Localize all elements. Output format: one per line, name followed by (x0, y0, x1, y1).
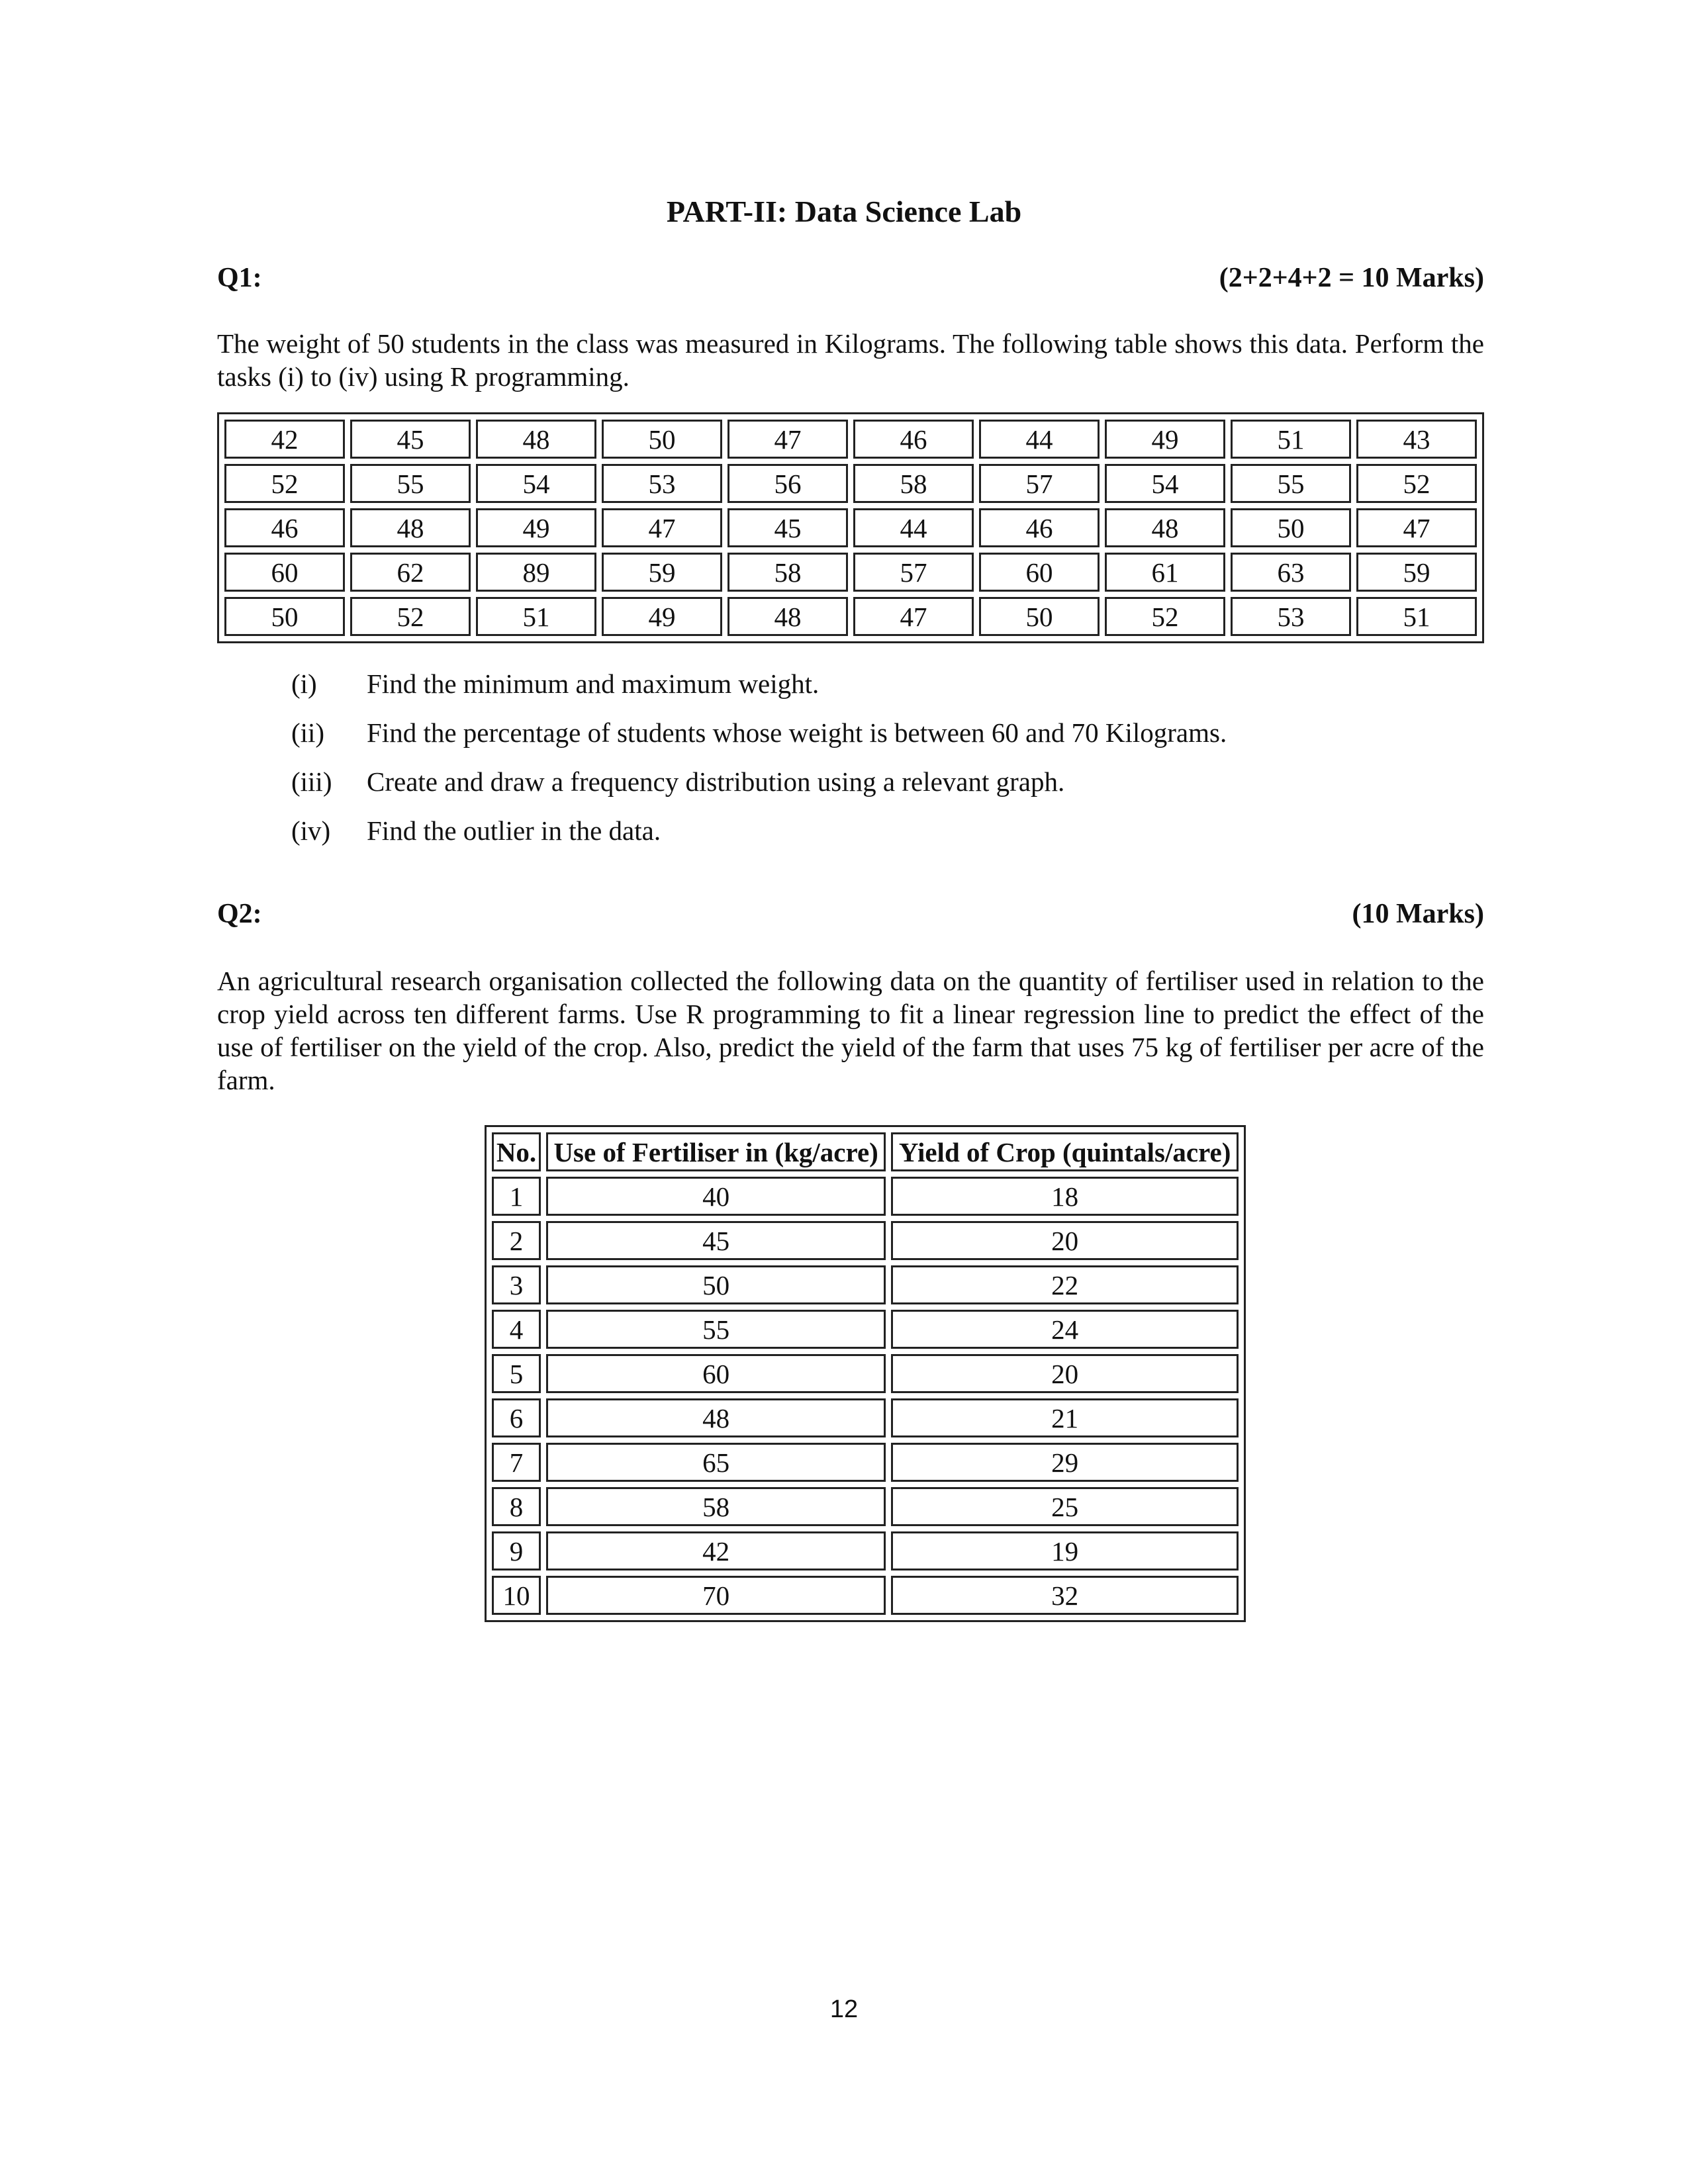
q1-intro: The weight of 50 students in the class was measured in Kilograms. The following table shows this data. Perform the tasks (i) to (iv) using R programming. (217, 328, 1484, 392)
q1-header (217, 261, 1484, 295)
weight-cell: 50 (979, 597, 1100, 636)
yield-cell: 25 (891, 1487, 1239, 1526)
weight-cell: 43 (1356, 420, 1477, 459)
row-number-cell: 2 (492, 1221, 541, 1260)
weight-cell: 60 (224, 553, 345, 592)
yield-cell: 18 (891, 1177, 1239, 1216)
weight-cell: 48 (1105, 508, 1225, 547)
weight-cell: 56 (727, 464, 848, 503)
weight-cell: 46 (853, 420, 974, 459)
weight-cell: 57 (979, 464, 1100, 503)
task-number: (ii) (291, 717, 325, 748)
weight-cell: 48 (350, 508, 471, 547)
table-row (492, 1576, 1239, 1615)
fertiliser-cell: 45 (546, 1221, 886, 1260)
column-header-yield: Yield of Crop (quintals/acre) (891, 1132, 1239, 1171)
weight-cell: 49 (1105, 420, 1225, 459)
weight-cell: 47 (853, 597, 974, 636)
table-row (492, 1398, 1239, 1437)
fertiliser-cell: 50 (546, 1265, 886, 1304)
page-number: 12 (829, 1995, 859, 2023)
weights-row (224, 464, 1477, 503)
weights-row (224, 420, 1477, 459)
weight-cell: 50 (602, 420, 722, 459)
row-number-cell: 8 (492, 1487, 541, 1526)
fertiliser-table (485, 1125, 1246, 1622)
weight-cell: 55 (1231, 464, 1351, 503)
table-row (492, 1354, 1239, 1393)
column-header-no: No. (492, 1132, 541, 1171)
task-number: (i) (291, 668, 317, 699)
weight-cell: 89 (476, 553, 596, 592)
fertiliser-table-header (492, 1132, 1239, 1171)
weight-cell: 47 (727, 420, 848, 459)
task-text: Find the minimum and maximum weight. (367, 668, 820, 699)
weight-cell: 62 (350, 553, 471, 592)
weight-cell: 52 (350, 597, 471, 636)
weight-cell: 49 (476, 508, 596, 547)
weight-cell: 51 (1231, 420, 1351, 459)
task-text: Find the outlier in the data. (367, 815, 661, 846)
weights-row (224, 553, 1477, 592)
weight-cell: 49 (602, 597, 722, 636)
yield-cell: 20 (891, 1354, 1239, 1393)
weight-cell: 48 (476, 420, 596, 459)
table-row (492, 1443, 1239, 1482)
row-number-cell: 1 (492, 1177, 541, 1216)
fertiliser-cell: 65 (546, 1443, 886, 1482)
weight-cell: 59 (602, 553, 722, 592)
q2-header (217, 897, 1484, 931)
fertiliser-cell: 40 (546, 1177, 886, 1216)
row-number-cell: 6 (492, 1398, 541, 1437)
q1-marks: (2+2+4+2 = 10 Marks) (1219, 263, 1484, 293)
weight-cell: 58 (853, 464, 974, 503)
weight-cell: 50 (224, 597, 345, 636)
weight-cell: 57 (853, 553, 974, 592)
weight-cell: 45 (727, 508, 848, 547)
fertiliser-cell: 55 (546, 1310, 886, 1349)
row-number-cell: 4 (492, 1310, 541, 1349)
page-title: PART-II: Data Science Lab (666, 195, 1022, 228)
weight-cell: 48 (727, 597, 848, 636)
weight-cell: 47 (602, 508, 722, 547)
weight-cell: 44 (979, 420, 1100, 459)
weight-cell: 51 (1356, 597, 1477, 636)
weights-row (224, 597, 1477, 636)
yield-cell: 24 (891, 1310, 1239, 1349)
weight-cell: 52 (1356, 464, 1477, 503)
q2-intro: An agricultural research organisation collected the following data on the quantity of fertiliser used in relation to the crop yield across ten different farms. Use R programming to fit a linear regression line to predict the effect of the use of fertiliser on the yield of the crop. Also, predict the yield of the farm that uses 75 kg of fertiliser per acre of the farm. (217, 966, 1484, 1095)
row-number-cell: 9 (492, 1531, 541, 1570)
yield-cell: 20 (891, 1221, 1239, 1260)
fertiliser-cell: 42 (546, 1531, 886, 1570)
fertiliser-cell: 70 (546, 1576, 886, 1615)
table-row (492, 1531, 1239, 1570)
fertiliser-cell: 48 (546, 1398, 886, 1437)
row-number-cell: 7 (492, 1443, 541, 1482)
yield-cell: 21 (891, 1398, 1239, 1437)
q1-label: Q1: (217, 263, 262, 293)
weight-cell: 53 (1231, 597, 1351, 636)
yield-cell: 19 (891, 1531, 1239, 1570)
weight-cell: 46 (979, 508, 1100, 547)
weights-table (217, 412, 1484, 643)
weight-cell: 63 (1231, 553, 1351, 592)
q2-label: Q2: (217, 899, 262, 929)
weight-cell: 52 (224, 464, 345, 503)
weight-cell: 55 (350, 464, 471, 503)
weight-cell: 53 (602, 464, 722, 503)
weight-cell: 45 (350, 420, 471, 459)
weight-cell: 61 (1105, 553, 1225, 592)
table-row (492, 1310, 1239, 1349)
task-text: Create and draw a frequency distribution using a relevant graph. (367, 766, 1065, 797)
yield-cell: 22 (891, 1265, 1239, 1304)
weights-row (224, 508, 1477, 547)
weight-cell: 59 (1356, 553, 1477, 592)
yield-cell: 29 (891, 1443, 1239, 1482)
q2-marks: (10 Marks) (1352, 899, 1484, 929)
weight-cell: 54 (476, 464, 596, 503)
table-row (492, 1265, 1239, 1304)
task-number: (iv) (291, 815, 331, 846)
weight-cell: 47 (1356, 508, 1477, 547)
weight-cell: 51 (476, 597, 596, 636)
yield-cell: 32 (891, 1576, 1239, 1615)
fertiliser-cell: 60 (546, 1354, 886, 1393)
weight-cell: 42 (224, 420, 345, 459)
weight-cell: 60 (979, 553, 1100, 592)
weight-cell: 46 (224, 508, 345, 547)
row-number-cell: 3 (492, 1265, 541, 1304)
table-row (492, 1177, 1239, 1216)
task-item (291, 765, 1417, 814)
q1-task-list (291, 667, 1417, 863)
task-text: Find the percentage of students whose weight is between 60 and 70 Kilograms. (367, 717, 1227, 748)
weight-cell: 50 (1231, 508, 1351, 547)
column-header-fertiliser: Use of Fertiliser in (kg/acre) (546, 1132, 886, 1171)
row-number-cell: 10 (492, 1576, 541, 1615)
row-number-cell: 5 (492, 1354, 541, 1393)
table-row (492, 1221, 1239, 1260)
task-item (291, 667, 1417, 716)
weight-cell: 52 (1105, 597, 1225, 636)
weight-cell: 58 (727, 553, 848, 592)
task-number: (iii) (291, 766, 332, 797)
task-item (291, 716, 1417, 765)
fertiliser-cell: 58 (546, 1487, 886, 1526)
table-row (492, 1487, 1239, 1526)
weight-cell: 54 (1105, 464, 1225, 503)
task-item (291, 814, 1417, 863)
weight-cell: 44 (853, 508, 974, 547)
